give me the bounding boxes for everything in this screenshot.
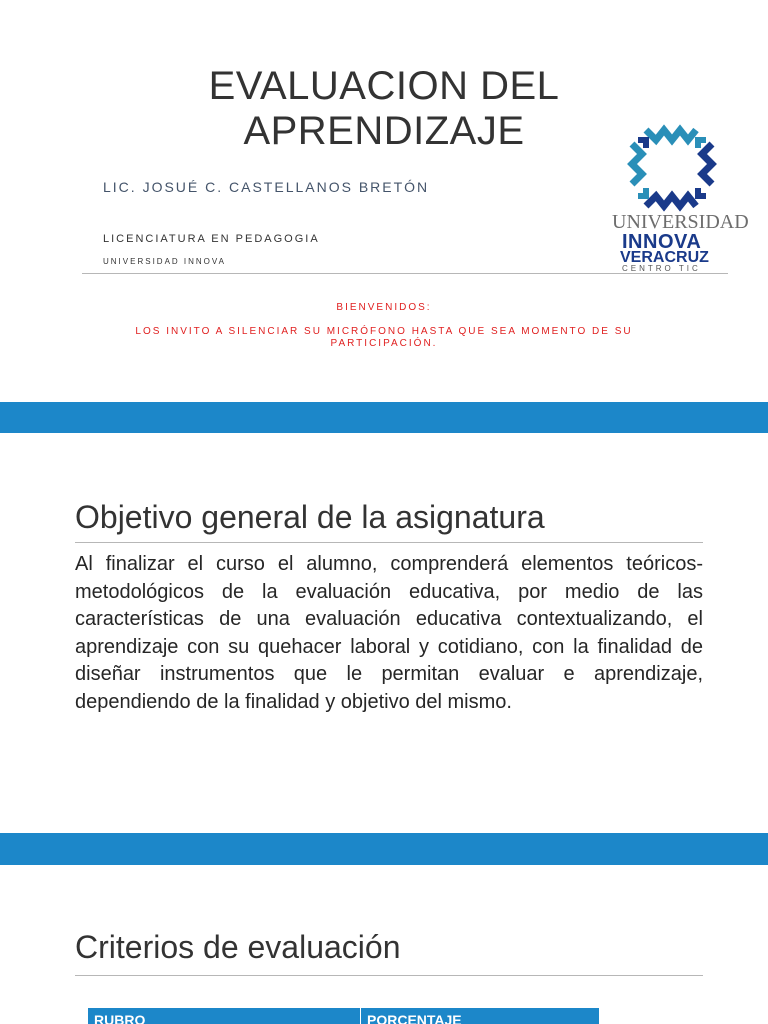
institution-name: UNIVERSIDAD INNOVA (103, 257, 226, 266)
author-name: LIC. JOSUÉ C. CASTELLANOS BRETÓN (103, 179, 430, 195)
slide-objective (0, 433, 768, 833)
heading-divider (75, 975, 703, 976)
slide-title (0, 0, 768, 402)
objective-paragraph: Al finalizar el curso el alumno, comprenderá elementos teóricos-metodológicos de la evaluación educativa, por medio de las características de una evaluación educativa contextualizando, el aprendizaje con su quehacer laboral y cotidiano, con la finalidad de diseñar instrumentos que le permitan evaluar e aprendizaje, dependiendo de la finalidad y objetivo del mismo. (75, 553, 703, 713)
slide-separator (0, 833, 768, 865)
title-line-1: EVALUACION DEL (208, 64, 560, 108)
slide-separator (0, 402, 768, 433)
logo-text-veracruz: VERACRUZ (620, 249, 709, 266)
mute-notice: LOS INVITO A SILENCIAR SU MICRÓFONO HASTA QUE SEA MOMENTO DE SU PARTICIPACIÓN. (135, 326, 633, 349)
heading-divider (75, 542, 703, 543)
title-line-2: APRENDIZAJE (243, 109, 525, 153)
logo-text-centro-tic: CENTRO TIC (622, 264, 701, 273)
logo-text-universidad: UNIVERSIDAD (612, 211, 749, 233)
slide-heading: Criterios de evaluación (75, 929, 401, 965)
slide-criteria (0, 865, 768, 1024)
logo-text-innova: INNOVA (622, 231, 702, 253)
welcome-text: BIENVENIDOS: (336, 302, 432, 313)
presentation-title (150, 64, 618, 154)
slide-heading: Objetivo general de la asignatura (75, 499, 545, 535)
table-header-porcentaje: PORCENTAJE (367, 1012, 462, 1024)
table-header-rubro: RUBRO (88, 1008, 361, 1024)
program-name: LICENCIATURA EN PEDAGOGIA (103, 233, 320, 245)
criteria-table-header (88, 1008, 599, 1024)
